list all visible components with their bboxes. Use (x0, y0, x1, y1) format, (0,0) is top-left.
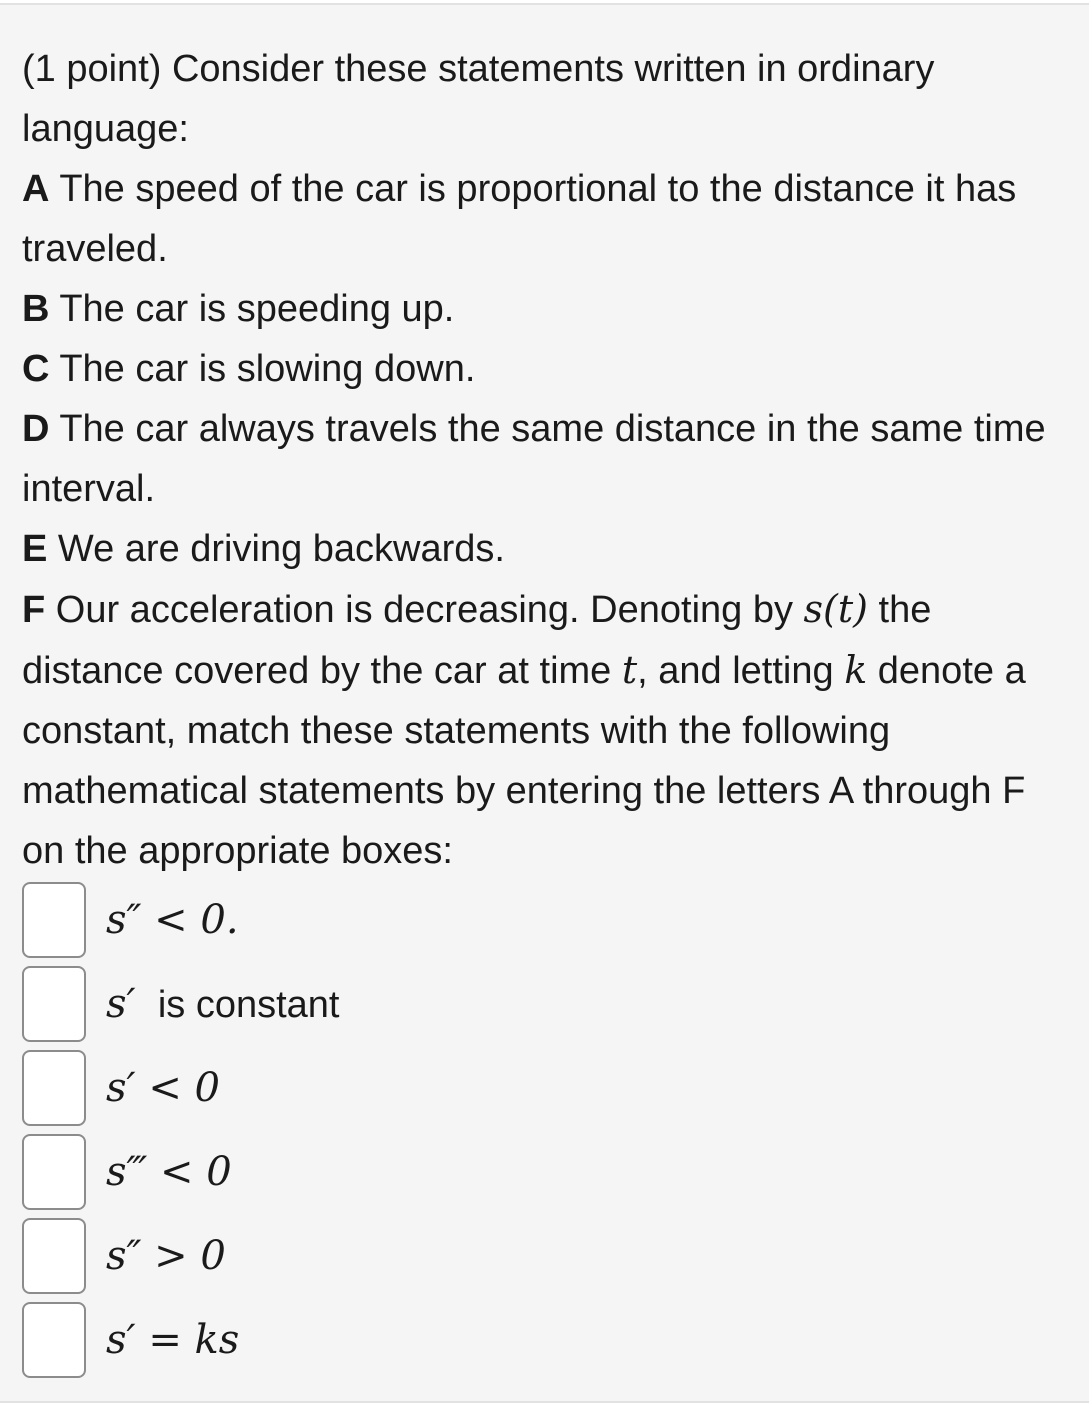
statement-d-letter: D (22, 408, 50, 450)
answer-row-5 (22, 1214, 1072, 1298)
answer-input-5[interactable] (22, 1218, 86, 1294)
statement-d-text: The car always travels the same distance in the same time interval. (22, 408, 1046, 510)
answer-expr-2-math: s′ (106, 980, 136, 1027)
answer-input-4[interactable] (22, 1134, 86, 1210)
answer-expr-2-text: is constant (157, 983, 340, 1026)
problem-panel (0, 3, 1089, 1403)
answer-expr-1: s″ < 0. (106, 897, 239, 943)
instruction-part1: Denoting by (590, 589, 793, 631)
statement-c-text: The car is slowing down. (59, 348, 476, 390)
instruction-part2: the distance covered by the car at time (22, 589, 932, 692)
answer-row-3 (22, 1046, 1072, 1130)
statement-a-letter: A (22, 168, 50, 210)
statement-f-text: Our acceleration is decreasing. (55, 589, 580, 631)
statement-e-letter: E (22, 528, 48, 570)
answer-expr-4: s‴ < 0 (106, 1149, 232, 1195)
instruction-part4: denote a constant, match these statements with the following mathematical statements by entering the letters A through F on the appropriate boxes: (22, 650, 1026, 872)
statement-b-text: The car is speeding up. (59, 288, 455, 330)
statement-b-letter: B (22, 288, 50, 330)
answer-input-1[interactable] (22, 882, 86, 958)
problem-intro: (1 point) Consider these statements written in ordinary language: (22, 48, 935, 150)
answer-row-6 (22, 1298, 1072, 1382)
statement-e-text: We are driving backwards. (57, 528, 505, 570)
answer-input-2[interactable] (22, 966, 86, 1042)
answer-list (22, 878, 1072, 1382)
answer-expr-5: s″ > 0 (106, 1233, 226, 1279)
answer-expr-2 (106, 974, 340, 1035)
answer-row-4 (22, 1130, 1072, 1214)
math-s-of-t: s(t) (803, 587, 868, 631)
answer-input-6[interactable] (22, 1302, 86, 1378)
answer-row-1 (22, 878, 1072, 962)
answer-input-3[interactable] (22, 1050, 86, 1126)
math-t: t (621, 648, 638, 692)
answer-row-2 (22, 962, 1072, 1046)
math-k: k (844, 648, 868, 692)
instruction-part3: , and letting (637, 650, 834, 692)
statement-f-letter: F (22, 589, 46, 631)
answer-expr-3: s′ < 0 (106, 1065, 221, 1111)
answer-expr-6: s′ = ks (106, 1317, 240, 1363)
statement-c-letter: C (22, 348, 50, 390)
problem-text (22, 39, 1072, 881)
statement-a-text: The speed of the car is proportional to the distance it has traveled. (22, 168, 1017, 270)
